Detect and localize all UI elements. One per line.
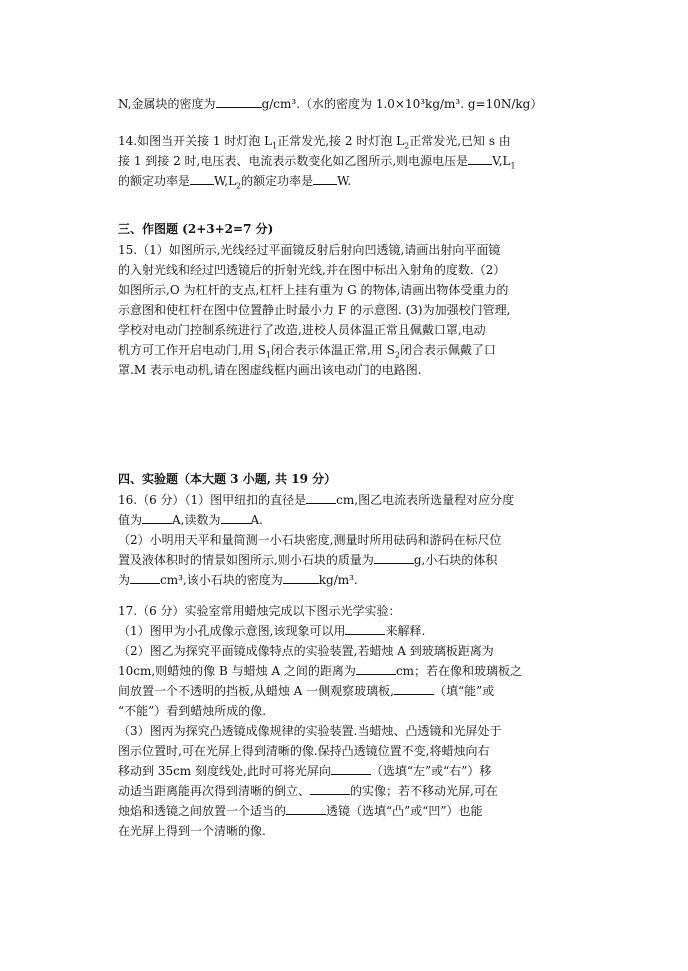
section-3-heading	[118, 219, 590, 239]
text: cm³,该小石块的密度为	[160, 573, 283, 587]
answer-blank	[283, 570, 319, 584]
text: 来解释.	[385, 624, 426, 638]
text: 机方可工作开启电动门,用 S	[118, 343, 266, 357]
text: cm,图乙电流表所选量程对应分度	[336, 493, 515, 507]
text: “不能”）看到蜡烛所成的像.	[118, 704, 267, 718]
text: （2）图乙为探究平面镜成像特点的实验装置,若蜡烛 A 到玻璃板距离为	[118, 644, 494, 658]
answer-blank	[313, 171, 337, 185]
answer-blank	[394, 681, 434, 695]
answer-blank	[356, 661, 396, 675]
text: g,小石块的体积	[413, 553, 498, 567]
text: 动适当距离能再次得到清晰的倒立、	[118, 784, 311, 798]
text: 烛焰和透镜之间放置一个适当的	[118, 804, 287, 818]
question-16	[118, 490, 590, 590]
subscript: 1	[272, 141, 278, 151]
text: g/cm³.（水的密度为 1.0×10³kg/m³. g=10N/kg）	[261, 97, 543, 111]
answer-blank	[468, 151, 492, 165]
text: 的额定功率是	[241, 174, 314, 188]
density-question-tail	[118, 94, 590, 114]
answer-blank	[310, 781, 350, 795]
answer-blank	[286, 801, 326, 815]
subscript: 2	[404, 141, 410, 151]
question-17	[118, 601, 590, 841]
text: 闭合表示体温正常,用 S	[270, 343, 395, 357]
text: 透镜（选填“凸”或“凹”）也能	[326, 804, 483, 818]
text: 15.（1）如图所示,光线经过平面镜反射后射向凹透镜,请画出射向平面镜	[118, 243, 501, 257]
text: 16.（6 分）（1）图甲纽扣的直径是	[118, 493, 307, 507]
section-title: 三、作图题 (2+3+2=7 分)	[118, 222, 274, 236]
section-title: 四、实验题（本大题 3 小题, 共 19 分）	[118, 472, 337, 486]
subscript: 1	[265, 350, 271, 360]
text: 的额定功率是	[118, 174, 191, 188]
subscript: 1	[510, 161, 516, 171]
text: 如图所示,O 为杠杆的支点,杠杆上挂有重为 G 的物体,请画出物体受重力的	[118, 283, 509, 297]
text: 闭合表示佩戴了口	[399, 343, 496, 357]
subscript: 2	[236, 181, 242, 191]
text: 正常发光,接 2 时灯泡 L	[277, 134, 405, 148]
text: N,金属块的密度为	[118, 97, 216, 111]
text: W,L	[214, 174, 237, 188]
text: 为	[118, 573, 131, 587]
answer-blank	[345, 621, 385, 635]
answer-blank	[331, 761, 371, 775]
answer-blank	[374, 550, 414, 564]
text: （填“能”或	[433, 684, 495, 698]
question-15	[118, 240, 590, 380]
text: 图示位置时,可在光屏上得到清晰的像.保持凸透镜位置不变,将蜡烛向右	[118, 744, 490, 758]
text: 学校对电动门控制系统进行了改造,进校人员体温正常且佩戴口罩,电动	[118, 323, 486, 337]
answer-blank	[216, 94, 262, 108]
text: 正常发光,已知 s 由	[409, 134, 511, 148]
text: 14.如图当开关接 1 时灯泡 L	[118, 134, 273, 148]
text: （1）图甲为小孔成像示意图,该现象可以用	[118, 624, 346, 638]
text: 罩.M 表示电动机,请在图虚线框内画出该电动门的电路图.	[118, 363, 422, 377]
text: 10cm,则蜡烛的像 B 与蜡烛 A 之间的距离为	[118, 664, 356, 678]
section-4-heading	[118, 469, 590, 489]
text: kg/m³.	[318, 573, 358, 587]
text: 接 1 到接 2 时,电压表、电流表示数变化如乙图所示,则电源电压是	[118, 154, 469, 168]
text: （2）小明用天平和量筒测一小石块密度,测量时所用砝码和游码在标尺位	[118, 533, 502, 547]
text: 的入射光线和经过凹透镜后的折射光线,并在图中标出入射角的度数.（2）	[118, 263, 506, 277]
text: 示意图和使杠杆在图中位置静止时最小力 F 的示意图. (3)为加强校门管理,	[118, 303, 511, 317]
text: 的实像；若不移动光屏,可在	[350, 784, 498, 798]
text: （选填“左”或“右”）移	[370, 764, 492, 778]
subscript: 2	[394, 350, 400, 360]
text: cm；若在像和玻璃板之	[395, 664, 523, 678]
text: V,L	[492, 154, 511, 168]
text: 值为	[118, 513, 143, 527]
question-14	[118, 131, 590, 191]
answer-blank	[221, 510, 251, 524]
answer-blank	[190, 171, 214, 185]
answer-blank	[306, 490, 336, 504]
text: （3）图丙为探究凸透镜成像规律的实验装置.当蜡烛、凸透镜和光屏处于	[118, 724, 502, 738]
answer-blank	[142, 510, 172, 524]
text: 间放置一个不透明的挡板,从蜡烛 A 一侧观察玻璃板,	[118, 684, 394, 698]
text: 在光屏上得到一个清晰的像.	[118, 824, 266, 838]
text: 移动到 35cm 刻度线处,此时可将光屏向	[118, 764, 331, 778]
text: A,读数为	[172, 513, 221, 527]
text: A.	[250, 513, 263, 527]
text: 17.（6 分）实验室常用蜡烛完成以下图示光学实验：	[118, 604, 401, 618]
text: W.	[337, 174, 352, 188]
answer-blank	[130, 570, 160, 584]
text: 置及液体积时的情景如图所示,则小石块的质量为	[118, 553, 374, 567]
